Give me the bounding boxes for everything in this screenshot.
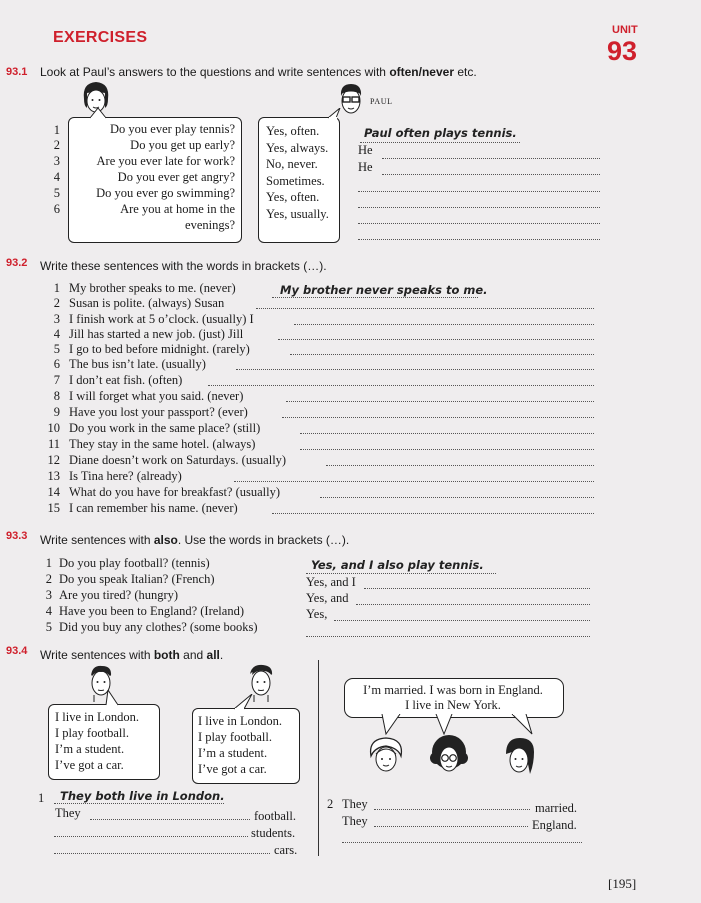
item-number: 1 <box>53 281 60 295</box>
exercise-instruction: Look at Paul’s answers to the questions and write sentences with often/never etc. <box>40 65 477 79</box>
item-text: I can remember his name. (never) <box>69 501 238 515</box>
item-text: My brother speaks to me. (never) <box>69 281 236 295</box>
item-text: Have you been to England? (Ireland) <box>59 604 244 618</box>
answer-text: No, never. <box>266 157 318 171</box>
answer-line[interactable] <box>334 620 590 621</box>
bubble-text: I’ve got a car. <box>55 758 124 772</box>
sentence-start: Yes, and <box>306 591 349 605</box>
woman-face-icon <box>500 734 540 780</box>
answer-line[interactable] <box>208 385 594 386</box>
exercise-number: 93.3 <box>6 530 28 542</box>
item-number: 1 <box>45 556 52 570</box>
answer-line[interactable] <box>278 339 594 340</box>
bubble-tail <box>90 108 110 120</box>
sentence-start: They <box>342 814 368 828</box>
item-number: 15 <box>47 501 60 515</box>
item-number: 2 <box>45 572 52 586</box>
bubble-text: I play football. <box>198 730 272 744</box>
sentence-start: Yes, and I <box>306 575 356 589</box>
item-number: 1 <box>53 123 60 137</box>
item-text: Do you work in the same place? (still) <box>69 421 261 435</box>
answer-line[interactable] <box>300 449 594 450</box>
item-text: I finish work at 5 o’clock. (usually) I <box>69 312 254 326</box>
unit-number: 93 <box>607 36 638 66</box>
item-number: 2 <box>53 296 60 310</box>
answer-line[interactable] <box>358 239 600 240</box>
answer-line[interactable] <box>90 819 250 820</box>
item-number: 1 <box>38 791 45 805</box>
sentence-start: They <box>342 797 368 811</box>
item-number: 3 <box>53 154 60 168</box>
answer-line[interactable] <box>306 636 590 637</box>
question-text: Do you ever play tennis? <box>110 122 235 136</box>
question-text: Do you ever get angry? <box>117 170 235 184</box>
bubble-tail <box>434 714 456 736</box>
answer-line[interactable] <box>282 417 594 418</box>
page-number: [195] <box>608 876 637 891</box>
item-number: 5 <box>53 186 60 200</box>
item-number: 4 <box>53 170 60 184</box>
sentence-start: He <box>358 160 373 174</box>
answer-line[interactable] <box>358 191 600 192</box>
answer-line[interactable] <box>360 142 520 143</box>
exercise-number: 93.1 <box>6 66 28 78</box>
item-text: The bus isn’t late. (usually) <box>69 357 206 371</box>
bubble-text: I’ve got a car. <box>198 762 267 776</box>
exercise-instruction: Write these sentences with the words in brackets (…). <box>40 259 327 273</box>
answer-line[interactable] <box>272 513 594 514</box>
answer-line[interactable] <box>356 604 590 605</box>
answer-line[interactable] <box>290 354 594 355</box>
item-number: 2 <box>53 138 60 152</box>
sentence-end: football. <box>254 809 297 823</box>
item-number: 12 <box>47 453 60 467</box>
answer-line[interactable] <box>256 308 594 309</box>
item-number: 6 <box>53 357 60 371</box>
answer-line[interactable] <box>54 836 248 837</box>
answer-text: Sometimes. <box>266 174 325 188</box>
item-text: I don’t eat fish. (often) <box>69 373 183 387</box>
bubble-tail <box>104 690 124 706</box>
answer-line[interactable] <box>382 158 600 159</box>
item-number: 10 <box>47 421 60 435</box>
item-text: Have you lost your passport? (ever) <box>69 405 248 419</box>
item-text: Diane doesn’t work on Saturdays. (usually) <box>69 453 287 467</box>
bubble-text: I’m a student. <box>198 746 268 760</box>
item-text: What do you have for breakfast? (usually) <box>69 485 281 499</box>
bubble-tail <box>380 714 410 736</box>
example-answer: Yes, and I also play tennis. <box>311 558 484 572</box>
item-number: 7 <box>53 373 60 387</box>
sentence-end: married. <box>535 801 577 815</box>
answer-line[interactable] <box>358 223 600 224</box>
exercise-instruction: Write sentences with also. Use the words in brackets (…). <box>40 533 350 547</box>
exercise-instruction: Write sentences with both and all. <box>40 648 224 662</box>
sentence-start: He <box>358 143 373 157</box>
item-text: Is Tina here? (already) <box>69 469 182 483</box>
item-number: 4 <box>53 327 60 341</box>
sentence-start: Yes, <box>306 607 328 621</box>
answer-line[interactable] <box>326 465 594 466</box>
item-text: I will forget what you said. (never) <box>69 389 244 403</box>
sentence-start: They <box>55 806 81 820</box>
answer-text: Yes, often. <box>266 190 320 204</box>
bubble-text: I’m married. I was born in England. <box>363 683 543 697</box>
bubble-text: I’m a student. <box>55 742 125 756</box>
example-answer: They both live in London. <box>60 789 225 803</box>
example-answer: My brother never speaks to me. <box>280 283 488 297</box>
item-number: 11 <box>47 437 60 451</box>
bubble-tail <box>328 108 348 120</box>
item-number: 6 <box>53 202 60 216</box>
item-text: Did you buy any clothes? (some books) <box>59 620 258 634</box>
item-text: Do you play football? (tennis) <box>59 556 210 570</box>
unit-label: UNIT <box>612 24 638 36</box>
answer-line[interactable] <box>54 803 224 804</box>
page-title: EXERCISES <box>53 29 148 46</box>
question-text: Do you get up early? <box>130 138 235 152</box>
item-text: Jill has started a new job. (just) Jill <box>69 327 244 341</box>
divider <box>318 660 319 856</box>
bubble-tail <box>508 714 538 736</box>
answer-line[interactable] <box>374 826 528 827</box>
bubble-text: I live in London. <box>55 710 140 724</box>
question-text: Do you ever go swimming? <box>96 186 235 200</box>
answer-line[interactable] <box>54 853 270 854</box>
answer-line[interactable] <box>364 588 590 589</box>
answer-line[interactable] <box>358 207 600 208</box>
item-number: 5 <box>53 342 60 356</box>
answer-line[interactable] <box>286 401 594 402</box>
answer-text: Yes, often. <box>266 124 320 138</box>
bubble-text: I live in New York. <box>405 698 501 712</box>
paul-label: PAUL <box>370 97 393 106</box>
answer-line[interactable] <box>320 497 594 498</box>
answer-line[interactable] <box>374 809 530 810</box>
item-number: 14 <box>47 485 60 499</box>
bubble-text: I live in London. <box>198 714 283 728</box>
answer-line[interactable] <box>234 481 594 482</box>
answer-line[interactable] <box>294 324 594 325</box>
sentence-end: cars. <box>274 843 298 857</box>
item-number: 3 <box>53 312 60 326</box>
answer-line[interactable] <box>382 174 600 175</box>
answer-line[interactable] <box>306 573 496 574</box>
item-text: Do you speak Italian? (French) <box>59 572 215 586</box>
woman-face-icon <box>366 734 406 778</box>
item-number: 9 <box>53 405 60 419</box>
item-number: 8 <box>53 389 60 403</box>
bubble-text: I play football. <box>55 726 129 740</box>
example-answer: Paul often plays tennis. <box>364 126 517 140</box>
item-number: 13 <box>47 469 60 483</box>
answer-text: Yes, always. <box>266 141 329 155</box>
item-number: 4 <box>45 604 52 618</box>
item-text: I go to bed before midnight. (rarely) <box>69 342 250 356</box>
exercise-number: 93.2 <box>6 257 28 269</box>
item-number: 3 <box>45 588 52 602</box>
answer-line[interactable] <box>236 369 594 370</box>
answer-line[interactable] <box>272 297 478 298</box>
item-text: Are you tired? (hungry) <box>59 588 179 602</box>
question-text: evenings? <box>185 218 235 232</box>
sentence-end: England. <box>532 818 577 832</box>
answer-line[interactable] <box>342 842 582 843</box>
sentence-end: students. <box>251 826 296 840</box>
item-text: Susan is polite. (always) Susan <box>69 296 225 310</box>
question-text: Are you ever late for work? <box>96 154 235 168</box>
question-text: Are you at home in the <box>120 202 235 216</box>
bubble-tail <box>230 694 256 710</box>
item-number: 2 <box>327 797 334 811</box>
exercise-number: 93.4 <box>6 645 28 657</box>
answer-line[interactable] <box>300 433 594 434</box>
woman-face-icon <box>428 734 470 778</box>
item-text: They stay in the same hotel. (always) <box>69 437 256 451</box>
answer-text: Yes, usually. <box>266 207 329 221</box>
item-number: 5 <box>45 620 52 634</box>
